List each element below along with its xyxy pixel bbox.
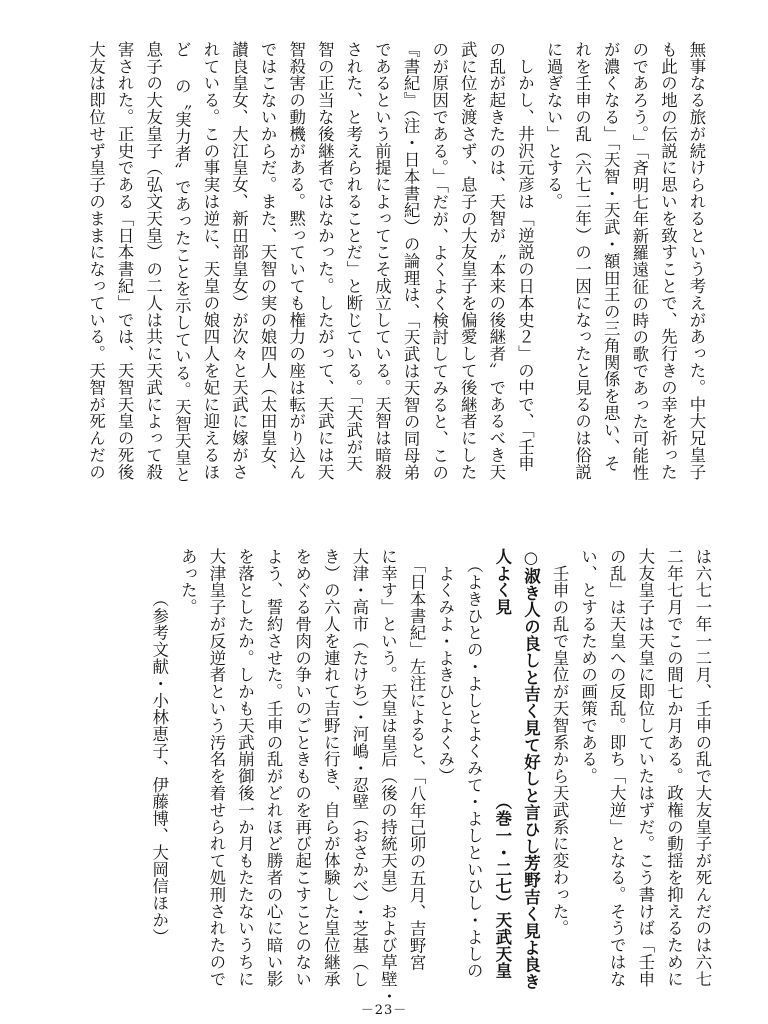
- text-column: をめぐる骨肉の争いのごときものを再び起こすことのない: [292, 548, 312, 988]
- poem-reading: よくみよ・よきひとよくみ）: [435, 548, 455, 785]
- text-column: 二年七月でこの間七か月ある。政権の動揺を抑えるために: [664, 548, 684, 988]
- text-column: 壬申の乱で皇位が天智系から天武系に変わった。: [550, 548, 570, 937]
- poem-heading: ○淑き人の良しと吉く見て好しと言ひし芳野吉く見よ良き: [521, 548, 541, 990]
- text-column: に幸す」という。天皇は皇后（後の持統天皇）および草壁・: [378, 548, 398, 1005]
- text-column: き）の六人を連れて吉野に行き、自らが体験した皇位継承: [321, 548, 341, 988]
- text-column: ど の〝実力者〟であったことを示している。天智天皇と: [172, 41, 192, 483]
- text-column: 息子の大友皇子（弘文天皇）の二人は共に天武によって殺: [143, 41, 163, 481]
- text-column: れを壬申の乱（六七二年）の一因になったと見るのは俗説: [572, 41, 592, 481]
- text-column: い、とするための画策である。: [578, 548, 598, 785]
- text-column: の乱が起きたのは、天智が〝本来の後継者〟であるべき天: [486, 41, 506, 481]
- text-column: しかし、井沢元彦は「逆説の日本史２」の中で、「壬申: [515, 41, 535, 473]
- text-column: 大津・高市（たけち）・河嶋・忍壁（おさかべ）・芝基（し: [349, 548, 369, 988]
- text-column: も此の地の伝説に思いを致すことで、先行きの幸を祈った: [658, 41, 678, 481]
- text-column: 大友は即位せず皇子のままになっている。天智が死んだの: [86, 41, 106, 481]
- text-column: 讃良皇女、大江皇女、新田部皇女）が次々と天武に嫁がさ: [229, 41, 249, 481]
- poem-reading: （よきひとの・よしとよくみて・よしといひし・よしの: [464, 548, 484, 980]
- body-text-lower: [149, 548, 716, 1005]
- text-column: あった。: [178, 548, 198, 616]
- text-column: のであろう。」「斉明七年新羅遠征の時の歌であった可能性: [629, 41, 649, 481]
- text-column: 「日本書紀」左注によると、「八年己卯の五月、吉野宮: [407, 548, 427, 971]
- text-column: 害された。正史である「日本書紀」では、天智天皇の死後: [115, 41, 135, 481]
- text-column: ではこないからだ。また、天智の実の娘四人（太田皇女、: [258, 41, 278, 481]
- text-column: 武に位を渡さず、息子の大友皇子を偏愛して後継者にした: [458, 41, 478, 481]
- body-text-upper: [82, 41, 710, 511]
- text-column: 大友皇子は天皇に即位していたはずだ。こう書けば「壬申: [635, 548, 655, 988]
- text-column: れている。この事実は逆に、天皇の娘四人を妃に迎えるほ: [200, 41, 220, 481]
- text-column: に過ぎない」とする。: [544, 41, 564, 210]
- poem-heading: 人よく見 （巻一・二七）天武天皇: [492, 548, 512, 980]
- text-column: のが原因である。」「だが、よくよく検討してみると、この: [429, 41, 449, 481]
- text-column: であるという前提によってこそ成立している。天智は暗殺: [372, 41, 392, 481]
- text-column: 智殺害の動機がある。黙っていても権力の座は転がり込ん: [286, 41, 306, 481]
- text-column: 大津皇子が反逆者という汚名を着せられて処刑されたので: [206, 548, 226, 988]
- text-column: 『書紀』（注・日本書紀）の論理は、「天武は天智の同母弟: [401, 41, 421, 481]
- text-column: の乱」は天皇への反乱。即ち「大逆」となる。そうではな: [607, 548, 627, 988]
- text-column: 智の正当な後継者ではなかった。したがって、天武には天: [315, 41, 335, 481]
- text-column: 無事なる旅が続けられるという考えがあった。中大兄皇子: [687, 41, 706, 481]
- page-number: －23－: [360, 1003, 408, 1018]
- text-column: よう、誓約させた。壬申の乱がどれほど勝者の心に暗い影: [264, 548, 284, 988]
- text-column: を落としたか。しかも天武崩御後一か月もたたないうちに: [235, 548, 255, 988]
- references-note: （参考文献・小林恵子、伊藤博、大岡信ほか）: [149, 548, 169, 946]
- text-column: された、と考えられることだ」と断じている。「天武が天: [343, 41, 363, 473]
- text-column: が濃くなる」「天智・天武・額田王の三角関係を思い、そ: [601, 41, 621, 473]
- text-column: は六七一年一二月、壬申の乱で大友皇子が死んだのは六七: [693, 548, 712, 988]
